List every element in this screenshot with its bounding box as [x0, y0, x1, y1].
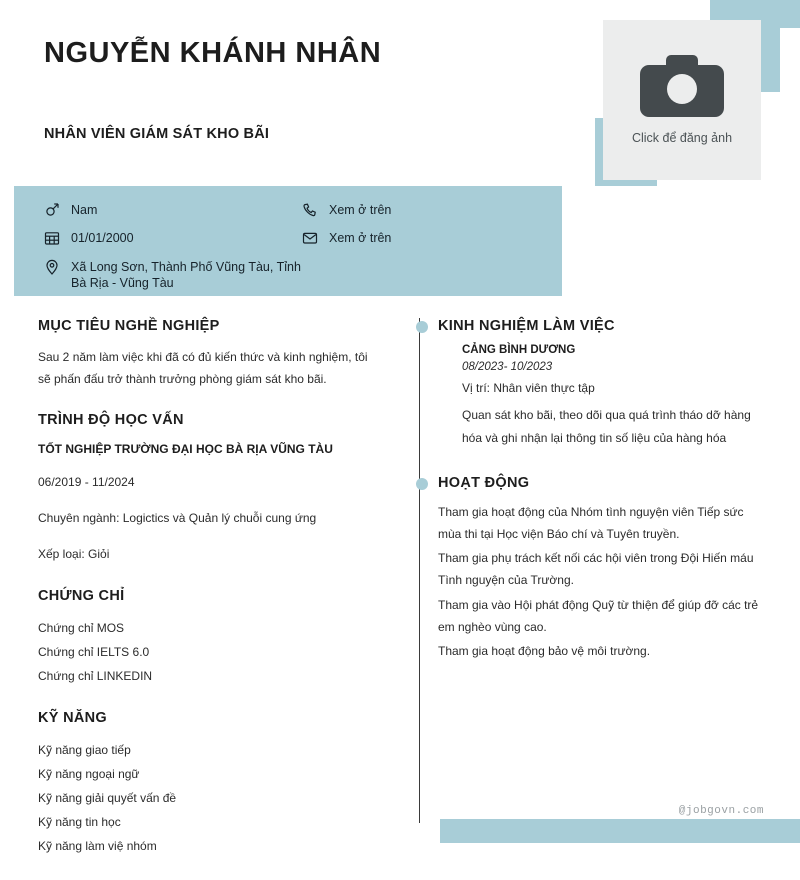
education-grade: Xếp loại: Giỏi [38, 547, 110, 562]
section-title-activities: HOẠT ĐỘNG [438, 474, 530, 491]
experience-description: Quan sát kho bãi, theo dõi qua quá trình tháo dỡ hàng hóa và ghi nhận lại thông tin số liệu của hàng hóa [462, 408, 751, 445]
candidate-name: NGUYỄN KHÁNH NHÂN [44, 37, 382, 69]
gender-icon [44, 202, 62, 218]
info-item-phone [302, 202, 542, 218]
section-education [38, 412, 383, 566]
bullet-icon [416, 478, 428, 490]
decor-block-bottom [440, 819, 800, 843]
list-item: Kỹ năng giao tiếp [38, 743, 131, 758]
info-item-gender [44, 202, 314, 218]
info-item-email [302, 230, 542, 246]
list-item: Kỹ năng làm việ nhóm [38, 839, 157, 854]
section-activities [438, 475, 768, 662]
list-item: Kỹ năng tin học [38, 815, 121, 830]
calendar-icon [44, 230, 62, 246]
contact-info-right-column [302, 202, 542, 259]
watermark: @jobgovn.com [678, 805, 764, 817]
section-title-skills: KỸ NĂNG [38, 710, 107, 727]
phone-icon [302, 202, 320, 218]
info-value-phone: Xem ở trên [329, 203, 392, 217]
mail-icon [302, 230, 320, 246]
photo-upload-caption: Click để đăng ảnh [631, 131, 733, 145]
experience-company: CẢNG BÌNH DƯƠNG [462, 344, 576, 356]
section-career-objective [38, 318, 383, 390]
info-value-email: Xem ở trên [329, 231, 392, 246]
experience-period: 08/2023- 10/2023 [462, 361, 553, 373]
section-title-work-experience: KINH NGHIỆM LÀM VIỆC [438, 318, 615, 334]
list-item: Kỹ năng giải quyết vấn đề [38, 791, 177, 806]
education-major: Chuyên ngành: Logictics và Quản lý chuỗi cung ứng [38, 511, 317, 526]
list-item: Kỹ năng ngoại ngữ [38, 767, 140, 782]
right-column [438, 318, 768, 682]
section-title-education: TRÌNH ĐỘ HỌC VẤN [38, 412, 184, 429]
left-column [38, 318, 383, 880]
info-item-address [44, 259, 314, 292]
activity-item: Tham gia hoạt động của Nhóm tình nguyện viên Tiếp sức mùa thi tại Học viện Báo chí và Tuyên truyền. [438, 504, 744, 541]
activity-item: Tham gia hoạt động bảo vệ môi trường. [438, 643, 651, 658]
activity-item: Tham gia vào Hội phát động Quỹ từ thiện để giúp đỡ các trẻ em nghèo vùng cao. [438, 597, 759, 634]
career-objective-body: Sau 2 năm làm việc khi đã có đủ kiến thức và kinh nghiệm, tôi sẽ phấn đấu trở thành trưởng phòng giám sát kho bãi. [38, 350, 368, 387]
info-value-gender: Nam [71, 203, 98, 217]
info-item-birthdate [44, 230, 314, 246]
section-title-career-objective: MỤC TIÊU NGHỀ NGHIỆP [38, 318, 220, 334]
list-item: Chứng chỉ MOS [38, 621, 125, 636]
info-value-birthdate: 01/01/2000 [71, 231, 134, 246]
bullet-icon [416, 321, 428, 333]
location-pin-icon [44, 259, 62, 275]
section-title-certificates: CHỨNG CHỈ [38, 588, 125, 605]
section-work-experience [438, 318, 768, 449]
candidate-job-title: NHÂN VIÊN GIÁM SÁT KHO BÃI [44, 126, 270, 142]
experience-role: Vị trí: Nhân viên thực tập [462, 381, 595, 395]
section-skills [38, 710, 383, 858]
photo-upload-box[interactable] [603, 20, 761, 180]
camera-icon [640, 55, 724, 117]
list-item: Chứng chỉ IELTS 6.0 [38, 645, 150, 660]
contact-info-bar [14, 186, 562, 296]
education-school: TỐT NGHIỆP TRƯỜNG ĐẠI HỌC BÀ RỊA VŨNG TÀU [38, 442, 333, 457]
list-item: Chứng chỉ LINKEDIN [38, 669, 153, 684]
column-divider [419, 318, 420, 823]
contact-info-left-column [44, 202, 314, 303]
info-value-address: Xã Long Sơn, Thành Phố Vũng Tàu, Tỉnh Bà Rịa - Vũng Tàu [71, 259, 301, 290]
section-certificates [38, 588, 383, 688]
education-period: 06/2019 - 11/2024 [38, 475, 135, 490]
activity-item: Tham gia phụ trách kết nối các hội viên trong Đội Hiến máu Tình nguyện của Trường. [438, 551, 754, 588]
